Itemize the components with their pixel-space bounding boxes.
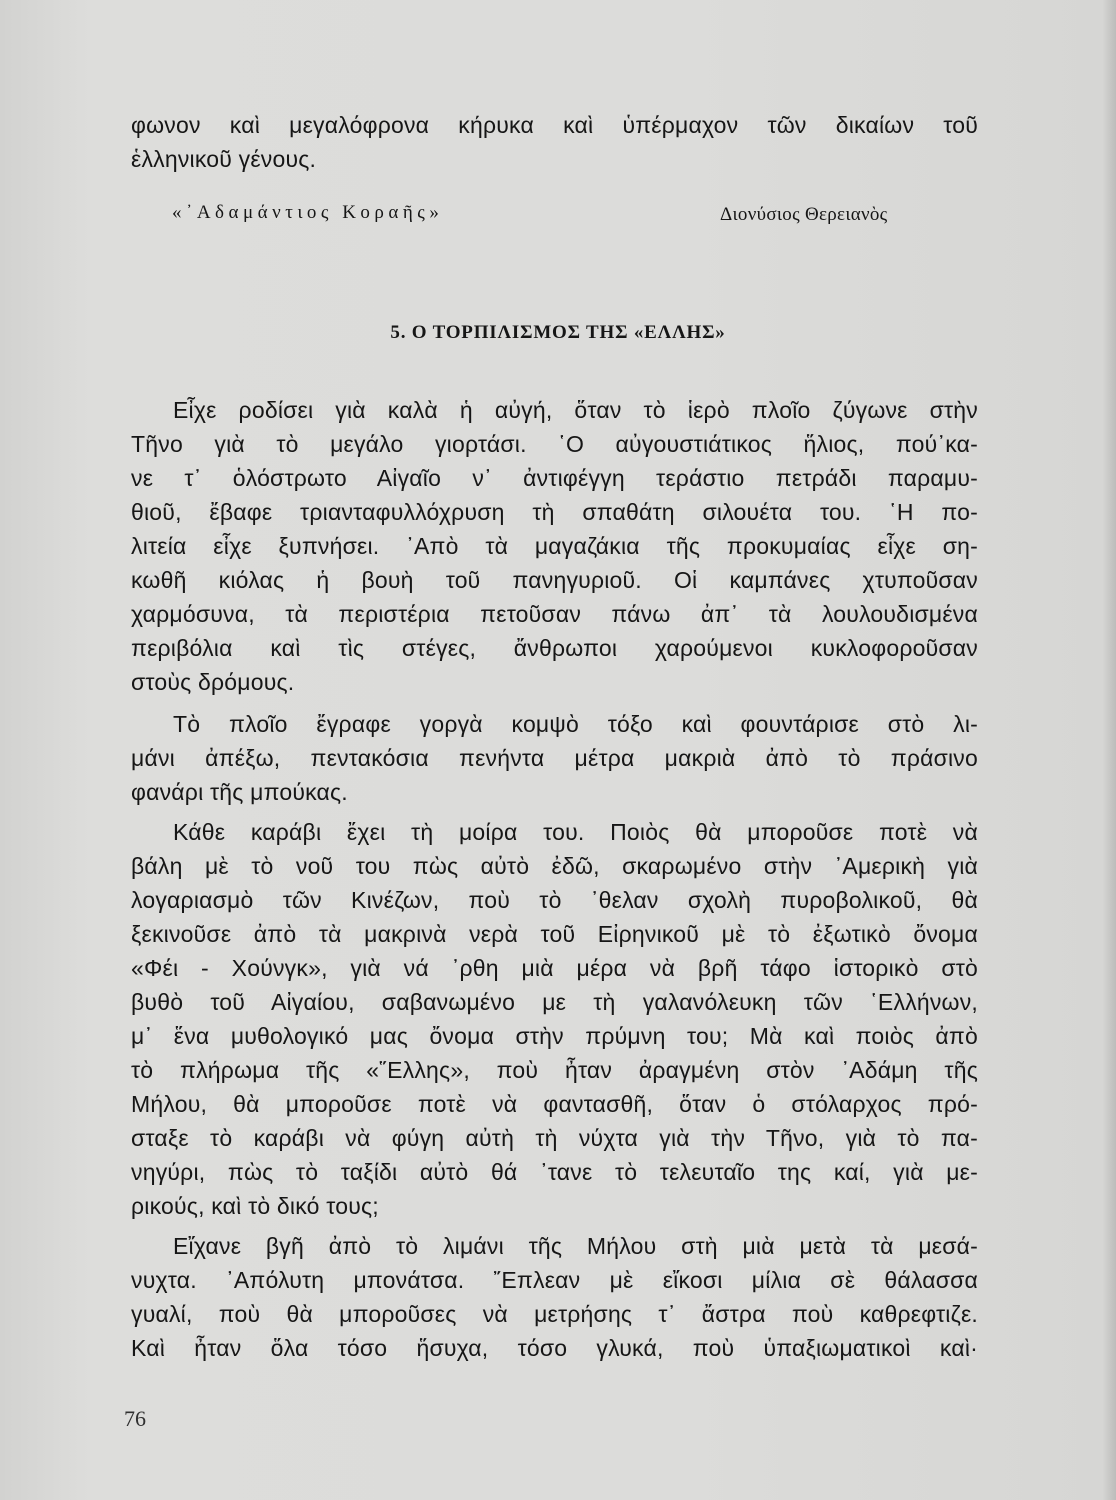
text-line: στοὺς δρόμους. [131, 669, 295, 695]
text-line: Εἶχε ροδίσει γιὰ καλὰ ἡ αὐγή, ὅταν τὸ ἱερὸ πλοῖο ζύγωνε στὴν [173, 397, 978, 423]
text-line: μάνι ἀπέξω, πεντακόσια πενήντα μέτρα μακριὰ ἀπὸ τὸ πράσινο [131, 745, 978, 771]
text-line: γυαλί, ποὺ θὰ μποροῦσες νὰ μετρήσης τ᾿ ἄστρα ποὺ καθρεφτιζε. [131, 1301, 978, 1327]
text-line: τὸ πλήρωμα τῆς «῞Ελλης», ποὺ ἦταν ἀραγμένη στὸν ᾿Αδάμη τῆς [131, 1057, 978, 1083]
signature-work: «᾿Αδαμάντιος Κοραῆς» [172, 202, 444, 223]
text-line: ξεκινοῦσε ἀπὸ τὰ μακρινὰ νερὰ τοῦ Εἰρηνικοῦ μὲ τὸ ἐξωτικὸ ὄνομα [131, 921, 978, 947]
text-line: μ᾿ ἕνα μυθολογικό μας ὄνομα στὴν πρύμνη του; Μὰ καὶ ποιὸς ἀπὸ [131, 1023, 978, 1049]
text-line: κωθῆ κιόλας ἡ βουὴ τοῦ πανηγυριοῦ. Οἱ καμπάνες χτυποῦσαν [131, 567, 978, 593]
text-line: βυθὸ τοῦ Αἰγαίου, σαβανωμένο με τὴ γαλανόλευκη τῶν ῾Ελλήνων, [131, 989, 978, 1015]
text-line: χαρμόσυνα, τὰ περιστέρια πετοῦσαν πάνω ἀπ᾿ τὰ λουλουδισμένα [131, 601, 978, 627]
text-line: λιτεία εἶχε ξυπνήσει. ᾿Απὸ τὰ μαγαζάκια τῆς προκυμαίας εἶχε ση- [131, 533, 978, 559]
text-line: ρικούς, καὶ τὸ δικό τους; [131, 1193, 379, 1219]
text-line: Τῆνο γιὰ τὸ μεγάλο γιορτάσι. ῾Ο αὐγουστιάτικος ἥλιος, πού᾿κα- [131, 431, 978, 457]
text-line: βάλη μὲ τὸ νοῦ του πὼς αὐτὸ ἐδῶ, σκαρωμένο στὴν ᾿Αμερικὴ γιὰ [131, 853, 978, 879]
text-line: φωνον καὶ μεγαλόφρονα κήρυκα καὶ ὑπέρμαχον τῶν δικαίων τοῦ [131, 112, 978, 138]
text-line: νηγύρι, πὼς τὸ ταξίδι αὐτὸ θά ᾿τανε τὸ τελευταῖο της καί, γιὰ με- [131, 1159, 978, 1185]
text-line: περιβόλια καὶ τὶς στέγες, ἄνθρωποι χαρούμενοι κυκλοφοροῦσαν [131, 635, 978, 661]
text-line: φανάρι τῆς μπούκας. [131, 779, 348, 805]
text-line: Μήλου, θὰ μποροῦσε ποτὲ νὰ φαντασθῆ, ὅταν ὁ στόλαρχος πρό- [131, 1091, 978, 1117]
binding-shadow [1102, 0, 1116, 1500]
chapter-heading: 5. Ο ΤΟΡΠΙΛΙΣΜΟΣ ΤΗΣ «ΕΛΛΗΣ» [390, 322, 726, 343]
signature-author: Διονύσιος Θερειανὸς [720, 204, 888, 225]
text-line: Κάθε καράβι ἔχει τὴ μοίρα του. Ποιὸς θὰ μποροῦσε ποτὲ νὰ [173, 819, 978, 845]
text-line: σταξε τὸ καράβι νὰ φύγη αὐτὴ τὴ νύχτα γιὰ τὴν Τῆνο, γιὰ τὸ πα- [131, 1125, 978, 1151]
text-line: Καὶ ἦταν ὅλα τόσο ἥσυχα, τόσο γλυκά, ποὺ ὑπαξιωματικοὶ καὶ· [131, 1335, 978, 1361]
text-line: Εἴχανε βγῆ ἀπὸ τὸ λιμάνι τῆς Μήλου στὴ μιὰ μετὰ τὰ μεσά- [173, 1233, 978, 1259]
text-line: νε τ᾿ ὁλόστρωτο Αἰγαῖο ν᾿ ἀντιφέγγη τεράστιο πετράδι παραμυ- [131, 465, 978, 491]
text-line: θιοῦ, ἔβαφε τριανταφυλλόχρυση τὴ σπαθάτη σιλουέτα του. ῾Η πο- [131, 499, 978, 525]
text-line: λογαριασμὸ τῶν Κινέζων, ποὺ τὸ ᾿θελαν σχολὴ πυροβολικοῦ, θὰ [131, 887, 978, 913]
text-line: ἑλληνικοῦ γένους. [131, 146, 317, 172]
text-line: Τὸ πλοῖο ἔγραφε γοργὰ κομψὸ τόξο καὶ φουντάρισε στὸ λι- [173, 711, 978, 737]
text-line: νυχτα. ᾿Απόλυτη μπονάτσα. ῎Επλεαν μὲ εἴκοσι μίλια σὲ θάλασσα [131, 1267, 978, 1293]
text-line: «Φέι - Χούνγκ», γιὰ νά ᾿ρθη μιὰ μέρα νὰ βρῆ τάφο ἱστορικὸ στὸ [131, 955, 978, 981]
page-number: 76 [124, 1406, 146, 1431]
